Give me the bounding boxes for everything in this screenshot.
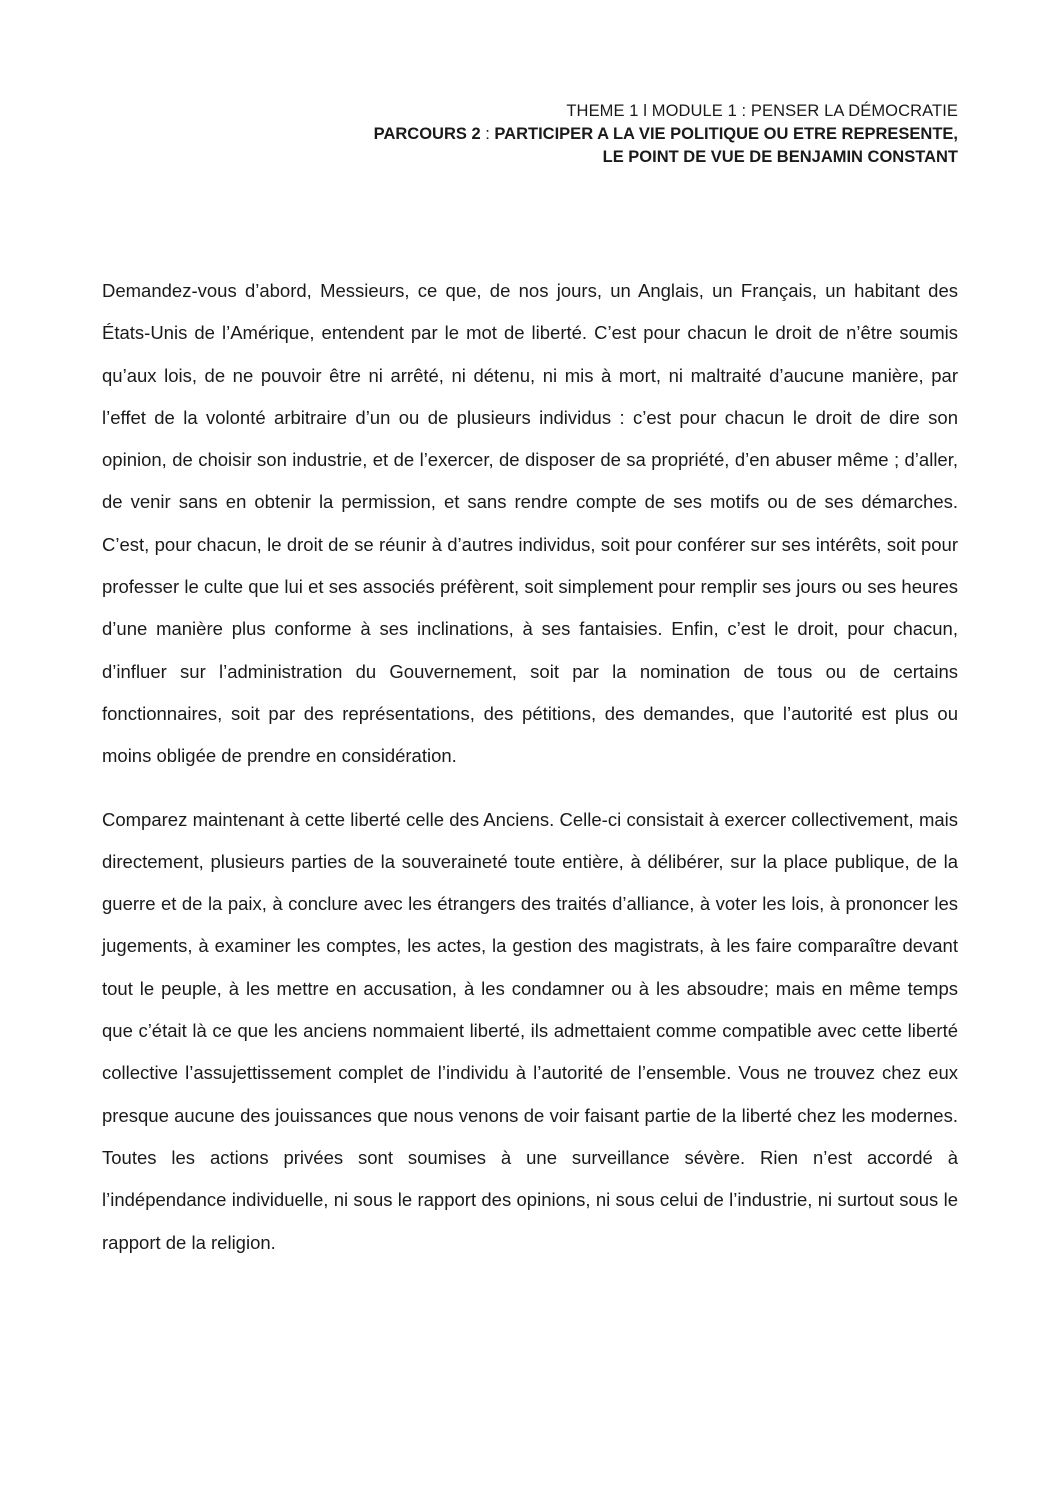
document-header (98, 100, 958, 169)
parcours-line (98, 123, 958, 146)
parcours-title-line1: PARTICIPER A LA VIE POLITIQUE OU ETRE REPRESENTE, (494, 125, 958, 143)
parcours-label: PARCOURS 2 (373, 125, 481, 143)
body-paragraph-2: Comparez maintenant à cette liberté celle des Anciens. Celle-ci consistait à exercer collectivement, mais directement, plusieurs parties de la souveraineté toute entière, à délibérer, sur la place publique, de la guerre et de la paix, à conclure avec les étrangers des traités d’alliance, à voter les lois, à prononcer les jugements, à examiner les comptes, les actes, la gestion des magistrats, à les faire comparaître devant tout le peuple, à les mettre en accusation, à les condamner ou à les absoudre; mais en même temps que c’était là ce que les anciens nommaient liberté, ils admettaient comme compatible avec cette liberté collective l’assujettissement complet de l’individu à l’autorité de l’ensemble. Vous ne trouvez chez eux presque aucune des jouissances que nous venons de voir faisant partie de la liberté chez les modernes. Toutes les actions privées sont soumises à une surveillance sévère. Rien n’est accordé à l’indépendance individuelle, ni sous le rapport des opinions, ni sous celui de l’industrie, ni surtout sous le rapport de la religion. (102, 808, 958, 1253)
body-paragraph-1: Demandez-vous d’abord, Messieurs, ce que, de nos jours, un Anglais, un Français, un habitant des États-Unis de l’Amérique, entendent par le mot de liberté. C’est pour chacun le droit de n’être soumis qu’aux lois, de ne pouvoir être ni arrêté, ni détenu, ni mis à mort, ni maltraité d’aucune manière, par l’effet de la volonté arbitraire d’un ou de plusieurs individus : c’est pour chacun le droit de dire son opinion, de choisir son industrie, et de l’exercer, de disposer de sa propriété, d’en abuser même ; d’aller, de venir sans en obtenir la permission, et sans rendre compte de ses motifs ou de ses démarches. C’est, pour chacun, le droit de se réunir à d’autres individus, soit pour conférer sur ses intérêts, soit pour professer le culte que lui et ses associés préfèrent, soit simplement pour remplir ses jours ou ses heures d’une manière plus conforme à ses inclinations, à ses fantaisies. Enfin, c’est le droit, pour chacun, d’influer sur l’administration du Gouvernement, soit par la nomination de tous ou de certains fonctionnaires, soit par des représentations, des pétitions, des demandes, que l’autorité est plus ou moins obligée de prendre en considération. (102, 280, 958, 767)
parcours-separator: : (480, 125, 495, 143)
theme-module-line: THEME 1 l MODULE 1 : PENSER LA DÉMOCRATIE (566, 102, 958, 120)
parcours-title-line2: LE POINT DE VUE DE BENJAMIN CONSTANT (602, 148, 958, 166)
document-body (102, 270, 958, 1264)
